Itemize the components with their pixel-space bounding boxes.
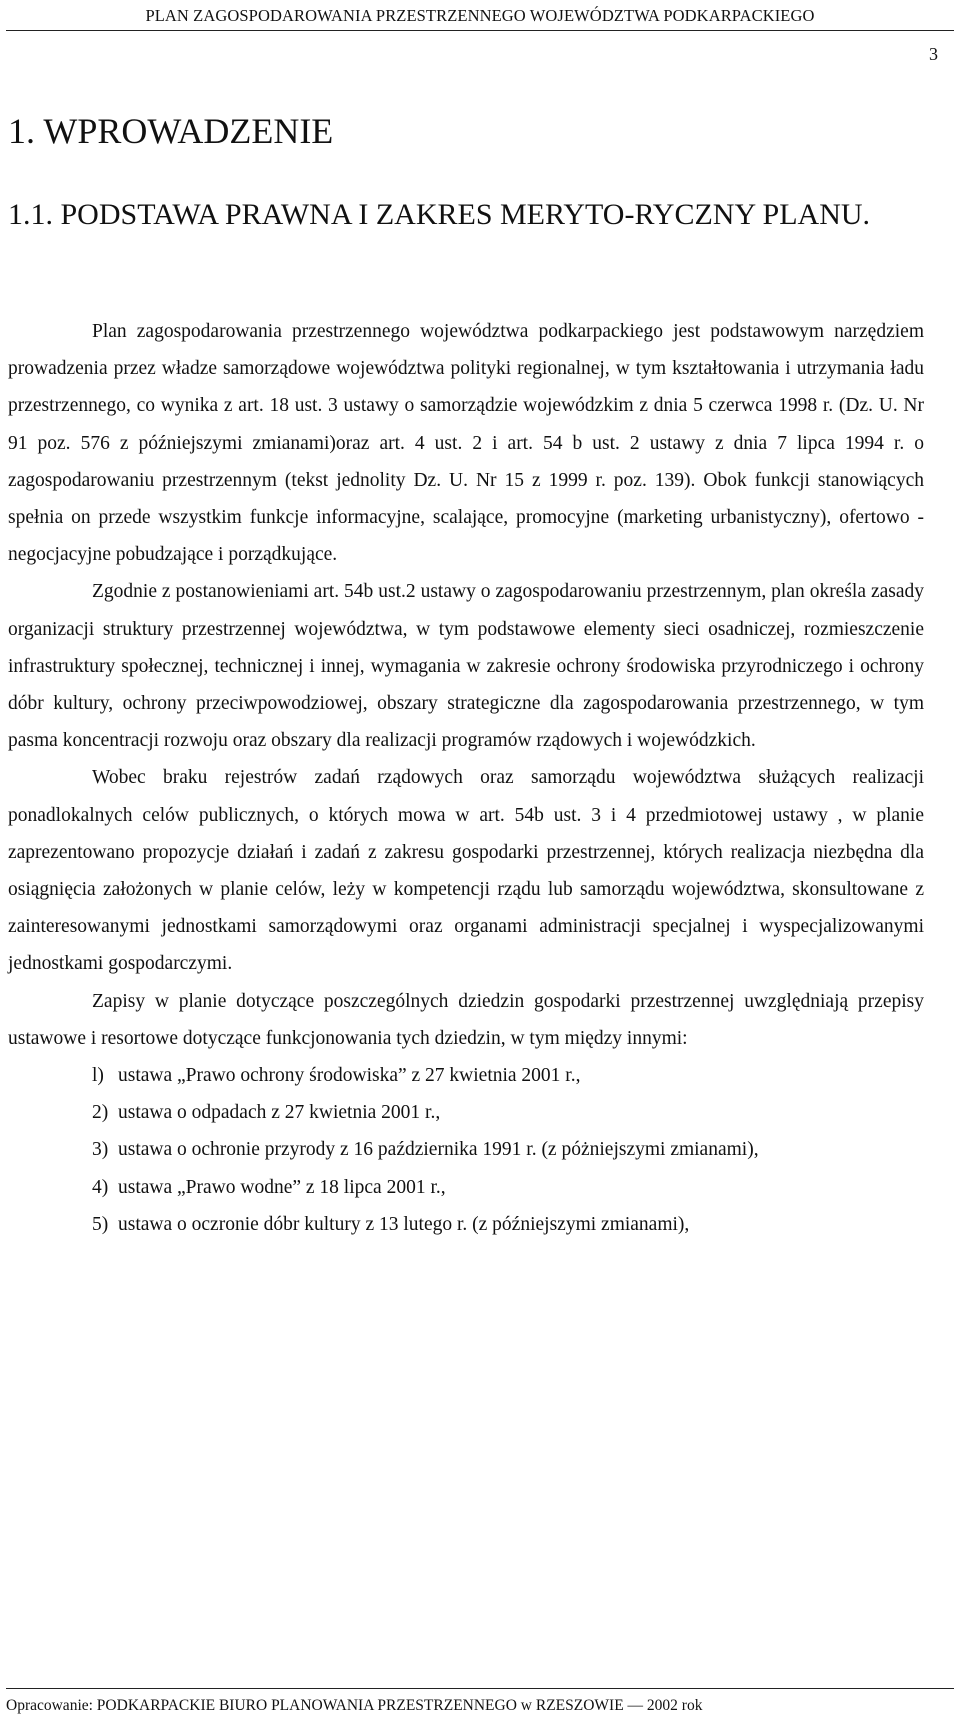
- header-rule: [6, 30, 954, 31]
- list-text: ustawa „Prawo wodne” z 18 lipca 2001 r.,: [118, 1176, 446, 1198]
- list-item: [8, 1169, 924, 1206]
- footer-rule: [6, 1688, 954, 1689]
- paragraph: Zgodnie z postanowieniami art. 54b ust.2 ustawy o zagospodarowaniu przestrzennym, plan określa zasady organizacji struktury przestrzennej województwa, w tym podstawowe elementy sieci osadniczej, rozmieszczenie infrastruktury społecznej, technicznej i innej, wymagania w zakresie ochrony środowiska przyrodniczego i ochrony dóbr kultury, ochrony przeciwpowodziowej, obszary strategiczne dla zagospodarowania przestrzennego, w tym pasma koncentracji rozwoju oraz obszary dla realizacji programów rządowych i wojewódzkich.: [8, 581, 924, 752]
- paragraph: Plan zagospodarowania przestrzennego województwa podkarpackiego jest podstawowym narzędziem prowadzenia przez władze samorządowe województwa polityki regionalnej, w tym kształtowania i utrzymania ładu przestrzennego, co wynika z art. 18 ust. 3 ustawy o samorządzie wojewódzkim z dnia 5 czerwca 1998 r. (Dz. U. Nr 91 poz. 576 z późniejszymi zmianami)oraz art. 4 ust. 2 i art. 54 b ust. 2 ustawy z dnia 7 lipca 1994 r. o zagospodarowaniu przestrzennym (tekst jednolity Dz. U. Nr 15 z 1999 r. poz. 139). Obok funkcji stanowiących spełnia on przede wszystkim funkcje informacyjne, scalające, promocyjne (marketing urbanistyczny), ofertowo - negocjacyjne pobudzające i porządkujące.: [8, 321, 924, 566]
- page-number: 3: [929, 44, 938, 64]
- paragraph: Wobec braku rejestrów zadań rządowych oraz samorządu województwa służących realizacji ponadlokalnych celów publicznych, o których mowa w art. 54b ust. 3 i 4 przedmiotowej ustawy , w planie zaprezentowano propozycje działań i zadań z zakresu gospodarki przestrzennej, których realizacja niezbędna dla osiągnięcia założonych w planie celów, leży w kompetencji rządu lub samorządu województwa, skonsultowane z zainteresowanymi jednostkami samorządowymi oraz organami administracji specjalnej i wyspecjalizowanymi jednostkami gospodarczymi.: [8, 767, 924, 975]
- list-number: 4): [92, 1176, 109, 1198]
- list-text: ustawa o odpadach z 27 kwietnia 2001 r.,: [118, 1102, 441, 1124]
- list-text: ustawa „Prawo ochrony środowiska” z 27 kwietnia 2001 r.,: [118, 1065, 581, 1087]
- legislation-list: [8, 1057, 924, 1243]
- section-heading: 1.1. PODSTAWA PRAWNA I ZAKRES MERYTO-RYCZNY PLANU.: [8, 198, 871, 231]
- list-item: [8, 1094, 924, 1131]
- paragraph: Zapisy w planie dotyczące poszczególnych dziedzin gospodarki przestrzennej uwzględniają przepisy ustawowe i resortowe dotyczące funkcjonowania tych dziedzin, w tym między innymi:: [8, 990, 924, 1049]
- chapter-heading: 1. WPROWADZENIE: [8, 111, 334, 151]
- list-number: 5): [92, 1213, 109, 1235]
- body-text: [8, 313, 924, 1243]
- list-text: ustawa o oczronie dóbr kultury z 13 lutego r. (z późniejszymi zmianami),: [118, 1213, 690, 1235]
- list-number: 3): [92, 1139, 109, 1161]
- list-text: ustawa o ochronie przyrody z 16 października 1991 r. (z póżniejszymi zmianami),: [118, 1139, 759, 1161]
- list-number: 2): [92, 1102, 109, 1124]
- running-header: PLAN ZAGOSPODAROWANIA PRZESTRZENNEGO WOJEWÓDZTWA PODKARPACKIEGO: [145, 6, 815, 25]
- list-item: [8, 1206, 924, 1243]
- list-number: l): [92, 1065, 104, 1087]
- running-footer: Opracowanie: PODKARPACKIE BIURO PLANOWANIA PRZESTRZENNEGO w RZESZOWIE — 2002 rok: [6, 1697, 703, 1714]
- list-item: [8, 1057, 924, 1094]
- list-item: [8, 1131, 924, 1168]
